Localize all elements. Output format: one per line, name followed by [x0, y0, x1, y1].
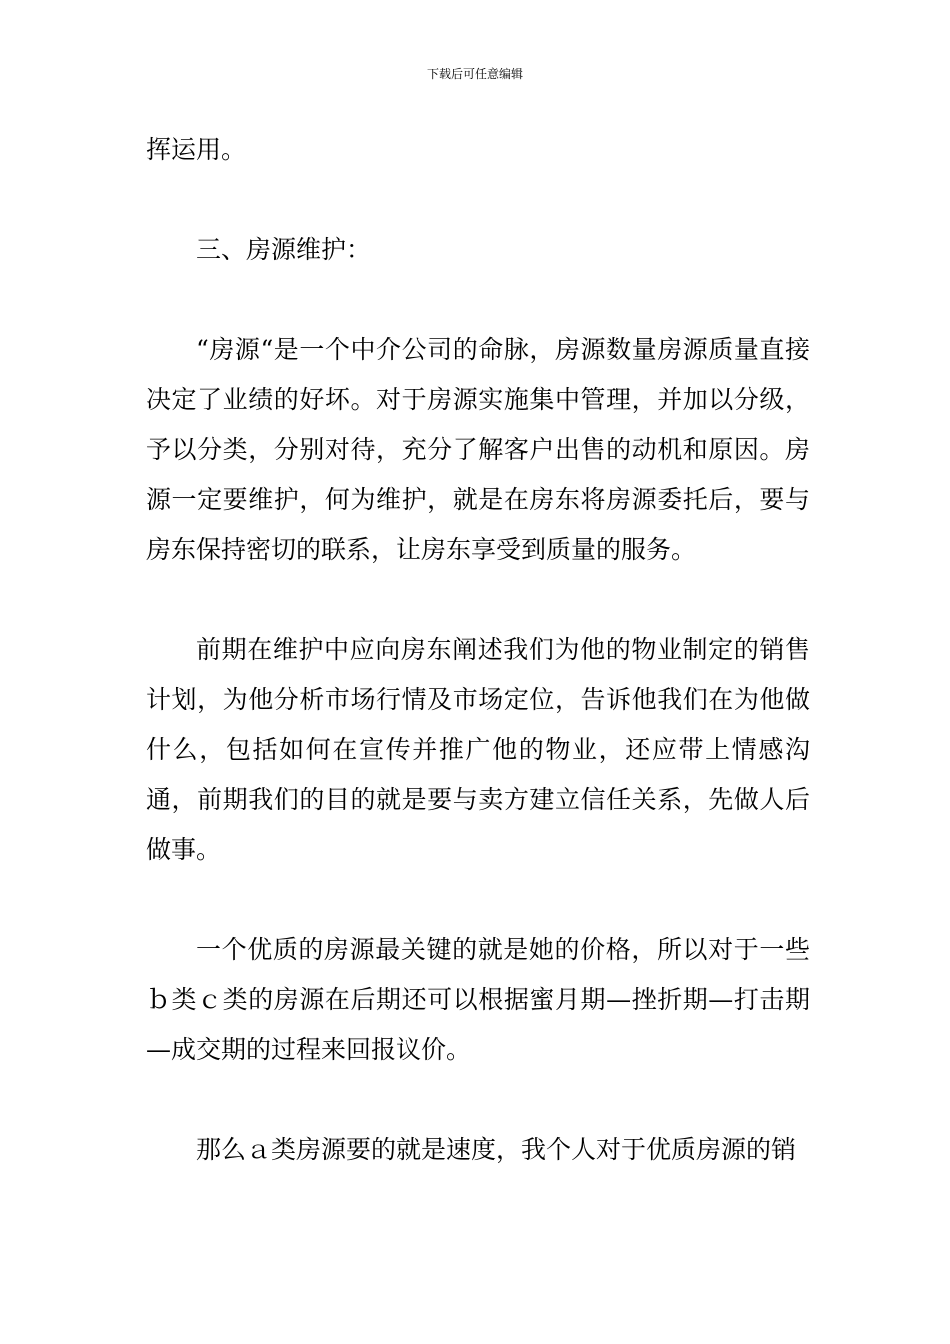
- paragraph-continuation: 挥运用。: [146, 135, 247, 164]
- header-note: 下载后可任意编辑: [426, 67, 523, 81]
- paragraph-listing-importance: “房源“是一个中介公司的命脉，房源数量房源质量直接决定了业绩的好坏。对于房源实施集中管理，并加以分级，予以分类，分别对待，充分了解客户出售的动机和原因。房源一定要维护，何为维护，就是在房东将房源委托后，要与房东保持密切的联系，让房东享受到质量的服务。: [146, 335, 810, 564]
- paragraph-gap: [146, 175, 810, 225]
- section-heading: 三、房源维护：: [196, 235, 372, 264]
- paragraph-pricing: 一个优质的房源最关键的就是她的价格，所以对于一些ｂ类ｃ类的房源在后期还可以根据蜜月期—挫折期—打击期—成交期的过程来回报议价。: [146, 935, 810, 1064]
- document-body: [146, 125, 810, 1175]
- paragraph-gap: [146, 1075, 810, 1125]
- paragraph-gap: [146, 575, 810, 625]
- paragraph-gap: [146, 875, 810, 925]
- paragraph-gap: [146, 275, 810, 325]
- paragraph-class-a-speed: 那么ａ类房源要的就是速度，我个人对于优质房源的销: [196, 1135, 797, 1164]
- paragraph-early-maintenance: 前期在维护中应向房东阐述我们为他的物业制定的销售计划，为他分析市场行情及市场定位，告诉他我们在为他做什么，包括如何在宣传并推广他的物业，还应带上情感沟通，前期我们的目的就是要与卖方建立信任关系，先做人后做事。: [146, 635, 810, 864]
